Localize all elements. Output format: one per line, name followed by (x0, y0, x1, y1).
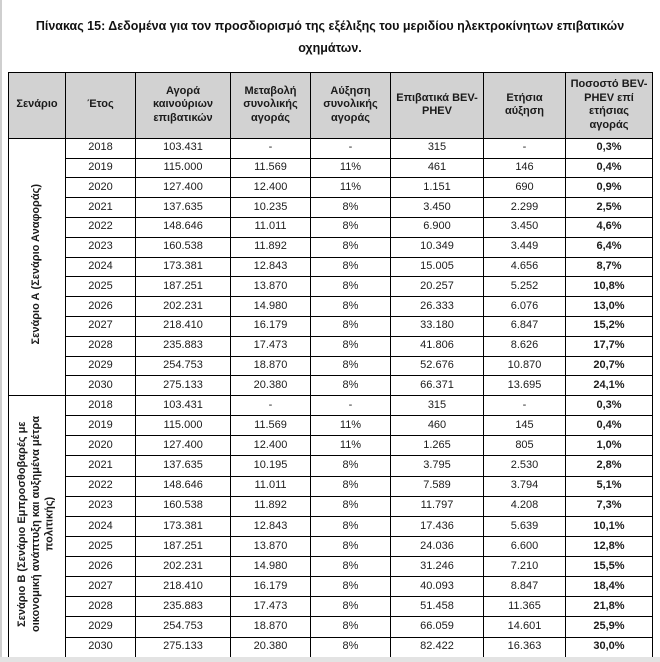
table-row (9, 316, 653, 336)
value-cell: 218.410 (136, 577, 231, 597)
value-cell: 160.538 (136, 496, 231, 516)
year-cell: 2028 (66, 597, 136, 617)
value-cell: 8% (311, 637, 391, 657)
value-cell: 218.410 (136, 316, 231, 336)
table-header (9, 72, 653, 138)
value-cell: 12.400 (231, 178, 311, 198)
value-cell: 4.208 (484, 496, 566, 516)
value-cell: 12,8% (566, 536, 653, 556)
value-cell: 31.246 (391, 557, 484, 577)
value-cell: 690 (484, 178, 566, 198)
year-cell: 2019 (66, 158, 136, 178)
value-cell: 145 (484, 416, 566, 436)
year-cell: 2024 (66, 257, 136, 277)
value-cell: 115.000 (136, 158, 231, 178)
year-cell: 2020 (66, 178, 136, 198)
value-cell: 66.371 (391, 376, 484, 396)
value-cell: 8% (311, 617, 391, 637)
value-cell: 0,9% (566, 178, 653, 198)
value-cell: 6.847 (484, 316, 566, 336)
value-cell: 8% (311, 376, 391, 396)
table-row (9, 198, 653, 218)
header-total-market-increase: Αύξηση συνολικής αγοράς (311, 72, 391, 138)
value-cell: 7.589 (391, 476, 484, 496)
value-cell: 10,1% (566, 516, 653, 536)
value-cell: 7,3% (566, 496, 653, 516)
value-cell: 20.380 (231, 637, 311, 657)
value-cell: 235.883 (136, 597, 231, 617)
value-cell: 254.753 (136, 356, 231, 376)
value-cell: 3.794 (484, 476, 566, 496)
value-cell: 6.600 (484, 536, 566, 556)
value-cell: 8.847 (484, 577, 566, 597)
value-cell: 15,2% (566, 316, 653, 336)
value-cell: 8% (311, 496, 391, 516)
value-cell: 5,1% (566, 476, 653, 496)
value-cell: 8.626 (484, 336, 566, 356)
value-cell: 103.431 (136, 138, 231, 158)
value-cell: 8,7% (566, 257, 653, 277)
value-cell: 2,5% (566, 198, 653, 218)
value-cell: 3.450 (391, 198, 484, 218)
year-cell: 2029 (66, 356, 136, 376)
value-cell: 315 (391, 138, 484, 158)
value-cell: 235.883 (136, 336, 231, 356)
value-cell: 11.892 (231, 237, 311, 257)
value-cell: 11.797 (391, 496, 484, 516)
value-cell: 12.400 (231, 436, 311, 456)
scenario-label-cell (9, 138, 66, 395)
header-year: Έτος (66, 72, 136, 138)
year-cell: 2030 (66, 376, 136, 396)
table-row (9, 416, 653, 436)
year-cell: 2027 (66, 577, 136, 597)
value-cell: 187.251 (136, 277, 231, 297)
page-edge-bottom (0, 657, 660, 662)
year-cell: 2024 (66, 516, 136, 536)
value-cell: 10,8% (566, 277, 653, 297)
value-cell: 115.000 (136, 416, 231, 436)
header-annual-increase: Ετήσια αύξηση (484, 72, 566, 138)
value-cell: 14.980 (231, 557, 311, 577)
value-cell: 8% (311, 257, 391, 277)
ev-share-data-table (8, 72, 653, 658)
value-cell: 13.695 (484, 376, 566, 396)
year-cell: 2022 (66, 217, 136, 237)
header-total-market-change: Μεταβολή συνολικής αγοράς (231, 72, 311, 138)
value-cell: 8% (311, 198, 391, 218)
value-cell: 12.843 (231, 257, 311, 277)
year-cell: 2018 (66, 396, 136, 416)
value-cell: 275.133 (136, 637, 231, 657)
value-cell: 52.676 (391, 356, 484, 376)
value-cell: 7.210 (484, 557, 566, 577)
value-cell: 5.639 (484, 516, 566, 536)
page-edge-left (0, 0, 2, 662)
value-cell: 10.235 (231, 198, 311, 218)
year-cell: 2018 (66, 138, 136, 158)
table-row (9, 356, 653, 376)
table-row (9, 557, 653, 577)
year-cell: 2026 (66, 557, 136, 577)
year-cell: 2027 (66, 316, 136, 336)
value-cell: 0,4% (566, 416, 653, 436)
value-cell: 40.093 (391, 577, 484, 597)
value-cell: 16.363 (484, 637, 566, 657)
value-cell: 33.180 (391, 316, 484, 336)
value-cell: 17,7% (566, 336, 653, 356)
header-bev-phev-share: Ποσοστό BEV-PHEV επί ετήσιας αγοράς (566, 72, 653, 138)
table-row (9, 138, 653, 158)
table-row (9, 178, 653, 198)
year-cell: 2025 (66, 536, 136, 556)
year-cell: 2029 (66, 617, 136, 637)
value-cell: - (311, 396, 391, 416)
value-cell: 1.265 (391, 436, 484, 456)
value-cell: 2.530 (484, 456, 566, 476)
value-cell: 41.806 (391, 336, 484, 356)
value-cell: 4.656 (484, 257, 566, 277)
value-cell: 8% (311, 217, 391, 237)
value-cell: 8% (311, 557, 391, 577)
value-cell: 8% (311, 577, 391, 597)
value-cell: 17.473 (231, 597, 311, 617)
value-cell: 148.646 (136, 476, 231, 496)
table-row (9, 516, 653, 536)
value-cell: 4,6% (566, 217, 653, 237)
value-cell: 13.870 (231, 277, 311, 297)
value-cell: 254.753 (136, 617, 231, 637)
value-cell: 26.333 (391, 297, 484, 317)
value-cell: 8% (311, 297, 391, 317)
value-cell: 16.179 (231, 316, 311, 336)
value-cell: - (311, 138, 391, 158)
value-cell: - (484, 396, 566, 416)
table-row (9, 456, 653, 476)
year-cell: 2028 (66, 336, 136, 356)
value-cell: 30,0% (566, 637, 653, 657)
value-cell: 187.251 (136, 536, 231, 556)
table-row (9, 496, 653, 516)
value-cell: 461 (391, 158, 484, 178)
year-cell: 2022 (66, 476, 136, 496)
year-cell: 2026 (66, 297, 136, 317)
value-cell: 8% (311, 237, 391, 257)
scenario-label: Σενάριο Α (Σενάριο Αναφοράς) (30, 184, 43, 345)
value-cell: 11.011 (231, 217, 311, 237)
value-cell: 0,3% (566, 138, 653, 158)
value-cell: 275.133 (136, 376, 231, 396)
value-cell: 127.400 (136, 178, 231, 198)
value-cell: 13,0% (566, 297, 653, 317)
table-row (9, 376, 653, 396)
value-cell: 5.252 (484, 277, 566, 297)
header-scenario: Σενάριο (9, 72, 66, 138)
value-cell: 103.431 (136, 396, 231, 416)
value-cell: 137.635 (136, 198, 231, 218)
value-cell: 12.843 (231, 516, 311, 536)
value-cell: 146 (484, 158, 566, 178)
value-cell: 6.900 (391, 217, 484, 237)
year-cell: 2023 (66, 237, 136, 257)
value-cell: 315 (391, 396, 484, 416)
value-cell: 11.892 (231, 496, 311, 516)
value-cell: 1,0% (566, 436, 653, 456)
value-cell: 3.449 (484, 237, 566, 257)
value-cell: 10.870 (484, 356, 566, 376)
table-row (9, 617, 653, 637)
value-cell: 173.381 (136, 257, 231, 277)
value-cell: 8% (311, 336, 391, 356)
value-cell: 11.569 (231, 158, 311, 178)
value-cell: 14.601 (484, 617, 566, 637)
value-cell: 805 (484, 436, 566, 456)
value-cell: 24,1% (566, 376, 653, 396)
value-cell: 8% (311, 536, 391, 556)
value-cell: 8% (311, 316, 391, 336)
value-cell: - (231, 138, 311, 158)
table-row (9, 297, 653, 317)
value-cell: 127.400 (136, 436, 231, 456)
value-cell: 2,8% (566, 456, 653, 476)
value-cell: 10.349 (391, 237, 484, 257)
value-cell: 15,5% (566, 557, 653, 577)
value-cell: 18.870 (231, 356, 311, 376)
table-row (9, 396, 653, 416)
value-cell: 202.231 (136, 297, 231, 317)
value-cell: 21,8% (566, 597, 653, 617)
table-row (9, 336, 653, 356)
year-cell: 2020 (66, 436, 136, 456)
table-row (9, 536, 653, 556)
year-cell: 2023 (66, 496, 136, 516)
value-cell: 11% (311, 416, 391, 436)
header-row (9, 72, 653, 138)
header-bev-phev: Επιβατικά BEV-PHEV (391, 72, 484, 138)
table-row (9, 637, 653, 657)
value-cell: 8% (311, 277, 391, 297)
value-cell: 11.365 (484, 597, 566, 617)
value-cell: 8% (311, 597, 391, 617)
value-cell: 3.450 (484, 217, 566, 237)
value-cell: - (231, 396, 311, 416)
scenario-label-cell (9, 396, 66, 658)
value-cell: 13.870 (231, 536, 311, 556)
value-cell: 0,3% (566, 396, 653, 416)
value-cell: 20,7% (566, 356, 653, 376)
value-cell: 20.257 (391, 277, 484, 297)
value-cell: 6,4% (566, 237, 653, 257)
value-cell: 82.422 (391, 637, 484, 657)
value-cell: 14.980 (231, 297, 311, 317)
value-cell: 20.380 (231, 376, 311, 396)
value-cell: 0,4% (566, 158, 653, 178)
value-cell: 1.151 (391, 178, 484, 198)
year-cell: 2021 (66, 456, 136, 476)
value-cell: 18,4% (566, 577, 653, 597)
year-cell: 2019 (66, 416, 136, 436)
table-caption: Πίνακας 15: Δεδομένα για τον προσδιορισμό της εξέλιξης του μεριδίου ηλεκτροκίνητων επιβατικών οχημάτων. (35, 19, 625, 55)
table-row (9, 436, 653, 456)
value-cell: 24.036 (391, 536, 484, 556)
table-body (9, 138, 653, 657)
table-row (9, 577, 653, 597)
year-cell: 2030 (66, 637, 136, 657)
table-row (9, 237, 653, 257)
value-cell: 3.795 (391, 456, 484, 476)
header-new-passenger-market: Αγορά καινούριων επιβατικών (136, 72, 231, 138)
table-row (9, 476, 653, 496)
value-cell: 17.473 (231, 336, 311, 356)
year-cell: 2021 (66, 198, 136, 218)
table-row (9, 277, 653, 297)
scenario-label: Σενάριο Β (Σενάριο Εμπροσθοβαρές με οικονομική ανάπτυξη και αυξημένα μέτρα πολιτικής) (16, 416, 56, 633)
value-cell: 8% (311, 516, 391, 536)
value-cell: 173.381 (136, 516, 231, 536)
value-cell: 6.076 (484, 297, 566, 317)
table-row (9, 257, 653, 277)
value-cell: 8% (311, 356, 391, 376)
value-cell: 160.538 (136, 237, 231, 257)
value-cell: 11.569 (231, 416, 311, 436)
value-cell: 8% (311, 476, 391, 496)
value-cell: 11.011 (231, 476, 311, 496)
value-cell: 66.059 (391, 617, 484, 637)
value-cell: 460 (391, 416, 484, 436)
value-cell: 10.195 (231, 456, 311, 476)
value-cell: 2.299 (484, 198, 566, 218)
value-cell: 51.458 (391, 597, 484, 617)
value-cell: 17.436 (391, 516, 484, 536)
value-cell: 16.179 (231, 577, 311, 597)
table-row (9, 158, 653, 178)
value-cell: 202.231 (136, 557, 231, 577)
value-cell: - (484, 138, 566, 158)
value-cell: 11% (311, 436, 391, 456)
year-cell: 2025 (66, 277, 136, 297)
value-cell: 8% (311, 456, 391, 476)
value-cell: 15.005 (391, 257, 484, 277)
table-row (9, 217, 653, 237)
table-row (9, 597, 653, 617)
value-cell: 18.870 (231, 617, 311, 637)
value-cell: 137.635 (136, 456, 231, 476)
value-cell: 25,9% (566, 617, 653, 637)
value-cell: 11% (311, 178, 391, 198)
value-cell: 148.646 (136, 217, 231, 237)
value-cell: 11% (311, 158, 391, 178)
